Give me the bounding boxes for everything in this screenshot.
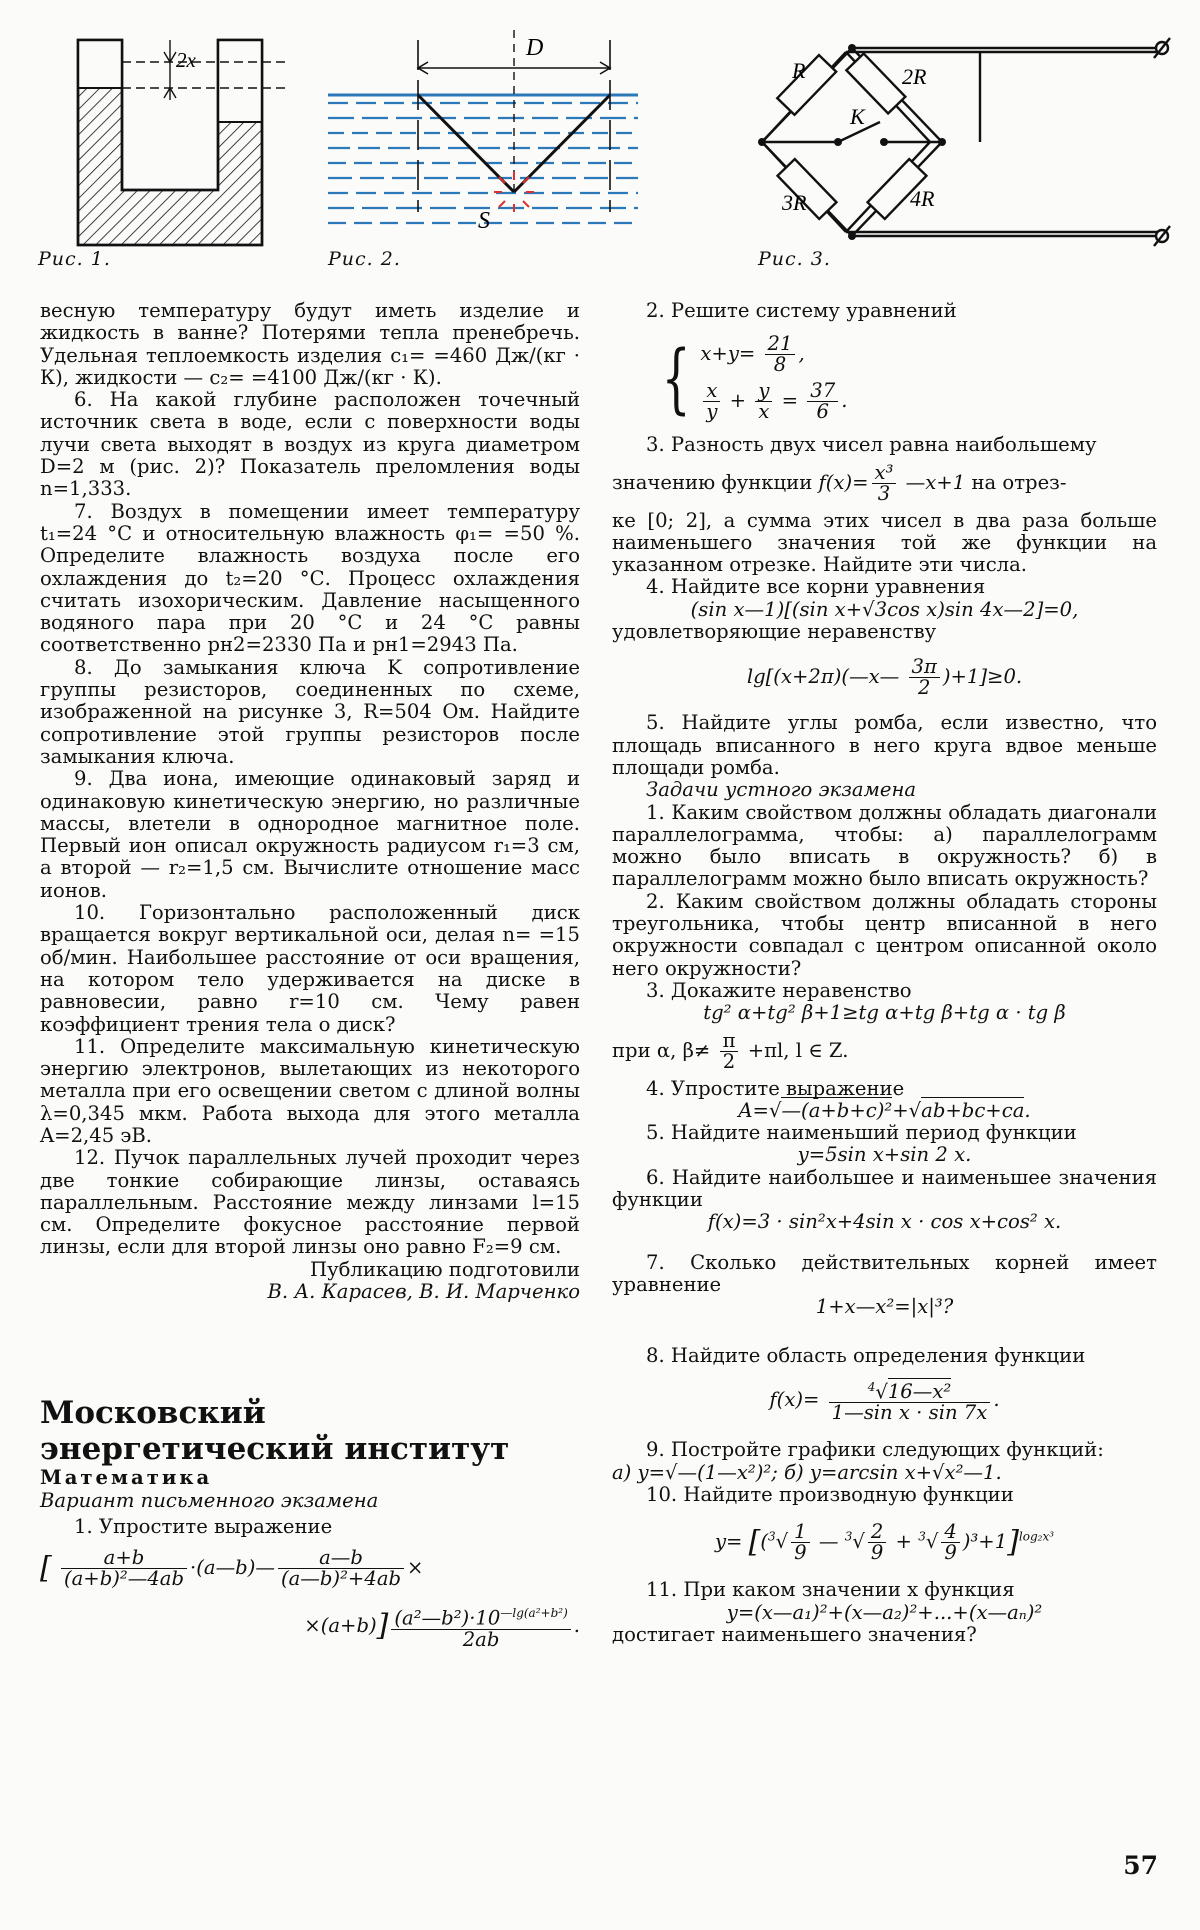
figure-3-label-r: R	[792, 58, 806, 83]
math-problem-4-condition: удовлетворяющие неравенству	[612, 620, 937, 644]
page-number: 57	[1123, 1851, 1158, 1880]
figures-strip	[0, 0, 1200, 280]
oral-problem-11: 11. При каком значении x функция	[646, 1578, 1015, 1602]
right-column	[612, 300, 1157, 1646]
figure-1-label: 2x	[176, 48, 196, 72]
math-problem-3-rest: ке [0; 2], а сумма этих чисел в два раза больше наименьшего значения той же функции на указанном отрезке. Найдите эти числа.	[612, 508, 1157, 577]
oral-problem-9: 9. Постройте графики следующих функций:	[646, 1438, 1104, 1462]
oral-problem-4: 4. Упростите выражение	[646, 1076, 905, 1100]
math-problem-2: 2. Решите систему уравнений	[646, 299, 957, 322]
figure-3-circuit	[752, 0, 1192, 260]
oral-problem-3-inequality: tg² α+tg² β+1≥tg α+tg β+tg α · tg β	[703, 1001, 1066, 1025]
oral-problem-5-equation: y=5sin x+sin 2 x.	[797, 1143, 972, 1167]
oral-problem-3-cond-b: +πl, l ∈ Z.	[747, 1038, 849, 1062]
problem-11: 11. Определите максимальную кинетическую энергию электронов, вылетающих из некоторого металла при его освещении светом с длиной волны λ=0,345 мкм. Работа выхода для этого металла A=2,45 эВ.	[40, 1034, 580, 1147]
section-heading-1: Московский	[40, 1395, 266, 1432]
oral-problem-4-expression: A=√—(a+b+c)²+√ab+bc+ca.	[738, 1098, 1031, 1122]
oral-problem-11-function: y=(x—a₁)²+(x—a₂)²+...+(x—aₙ)²	[726, 1600, 1043, 1624]
problem-8: 8. До замыкания ключа K сопротивление группы резисторов, соединенных по схеме, изображенной на рисунке 3, R=504 Ом. Найдите сопротивление этой группы резисторов после замыкания ключа.	[40, 655, 580, 768]
figure-1-u-vessel	[60, 0, 320, 250]
math-problem-3-line-2: значению функции f(x)= $\frac{\text{x³}}{3}$ —x+1 на отрез-	[612, 460, 1067, 505]
math-problem-4-equation: (sin x—1)[(sin x+√3cos x)sin 4x—2]=0,	[690, 597, 1079, 621]
figure-1-caption: Рис. 1.	[38, 248, 111, 270]
subject-title: Математика	[40, 1466, 213, 1490]
math-problem-4-inequality: lg[(x+2π)(—x— $\frac{3\pi}{2}$ )+1]≥0.	[746, 655, 1023, 700]
oral-problem-7: 7. Сколько действительных корней имеет уравнение	[612, 1250, 1157, 1296]
oral-problem-3: 3. Докажите неравенство	[646, 978, 912, 1002]
math-problem-3-suffix: на отрез-	[971, 470, 1067, 494]
math-problem-4: 4. Найдите все корни уравнения	[646, 575, 986, 599]
oral-problem-2: 2. Каким свойством должны обладать стороны треугольника, чтобы центр вписанной в него окружности совпадал с центром описанной около него окружности?	[612, 889, 1157, 980]
figure-3-label-4r: 4R	[910, 186, 935, 211]
figure-3-caption: Рис. 3.	[758, 248, 831, 270]
figure-3-label-k: K	[850, 104, 865, 129]
oral-problem-11-question: достигает наименьшего значения?	[612, 1622, 977, 1646]
oral-problem-6: 6. Найдите наибольшее и наименьшее значения функции	[612, 1165, 1157, 1212]
oral-exam-title: Задачи устного экзамена	[646, 778, 917, 802]
problem-10: 10. Горизонтально расположенный диск вращается вокруг вертикальной оси, делая n= =15 об/мин. Наибольшее расстояние от оси вращения, на котором тело удерживается на диске в равновесии, равно r=10 см. Чему равен коэффициент трения тела о диск?	[40, 901, 580, 1036]
oral-problem-10: 10. Найдите производную функции	[646, 1482, 1014, 1506]
signature-names: В. А. Карасев, В. И. Марченко	[267, 1280, 580, 1304]
math-problem-1: 1. Упростите выражение	[74, 1514, 333, 1538]
problem-9: 9. Два иона, имеющие одинаковый заряд и одинаковую кинетическую энергию, но различные массы, влетели в однородное магнитное поле. Первый ион описал окружность радиусом r₁=3 см, а второй — r₂=1,5 см. Вычислите отношение масс ионов.	[40, 767, 580, 902]
figure-3-label-2r: 2R	[902, 64, 927, 89]
oral-problem-1: 1. Каким свойством должны обладать диагонали параллелограмма, чтобы: а) параллелограмм можно было вписать в окружность? б) в параллелограмм можно было вписать окружность?	[612, 800, 1157, 891]
oral-problem-3-condition: при α, β≠ $\frac{\pi}{2}$ +πl, l ∈ Z.	[612, 1028, 849, 1073]
problem-5-continuation: весную температуру будут иметь изделие и жидкость в ванне? Потерями тепла пренебречь. Удельная теплоемкость изделия c₁= =460 Дж/(кг · К), жидкости — c₂= =4100 Дж/(кг · К).	[40, 299, 580, 389]
math-problem-1-expression: [ $\frac{a+b}{\text{(a+b)²—4ab}}$ ·(a—b)— $\frac{a—b}{\text{(a—b)²+4ab}}$ ×	[40, 1546, 424, 1591]
math-problem-3-line-1: 3. Разность двух чисел равна наибольшему	[646, 433, 1097, 457]
problem-6: 6. На какой глубине расположен точечный источник света в воде, если с поверхности воды лучи света выходят в воздух из круга диаметром D=2 м (рис. 2)? Показатель преломления воды n=1,333.	[40, 388, 580, 501]
math-problem-3-label: значению функции	[612, 470, 813, 494]
math-problem-5: 5. Найдите углы ромба, если известно, что площадь вписанного в него круга вдвое меньше площади ромба.	[612, 711, 1157, 779]
signature-intro: Публикацию подготовили	[309, 1257, 580, 1281]
figure-2-label-s: S	[478, 208, 490, 234]
oral-problem-8: 8. Найдите область определения функции	[646, 1343, 1086, 1367]
figure-2-label-d: D	[526, 35, 544, 61]
oral-problem-7-equation: 1+x—x²=|x|³?	[815, 1295, 954, 1319]
oral-problem-5: 5. Найдите наименьший период функции	[646, 1121, 1077, 1145]
oral-problem-9-functions: а) y=√—(1—x²)²; б) y=arcsin x+√x²—1.	[612, 1460, 1002, 1484]
system-of-equations: { x+y= $\frac{21}{8}$ , $\frac{x}{y}$ + $\frac{y}{x}$ = $\frac{37}{6}$ .	[661, 332, 848, 424]
problem-7: 7. Воздух в помещении имеет температуру t₁=24 °С и относительную влажность φ₁= =50 %. Определите влажность воздуха после его охлаждения до t₂=20 °С. Процесс охлаждения считать изохорическим. Давление насыщенного водяного пара при 20 °С и 24 °С равны соответственно pн2=2330 Па и pн1=2943 Па.	[40, 499, 580, 657]
figure-2-caption: Рис. 2.	[328, 248, 401, 270]
math-problem-1-expression-cont: ×(a+b)] $\frac{(a^2—b^2)\cdot 10^{—lg(a^2+b^2)}}{2ab}$ .	[40, 1603, 580, 1650]
oral-problem-10-function: y= [($^3$√ $\frac{1}{9}$ — $^3$√ $\frac{2}{9}$ + $^3$√ $\frac{4}{9}$ )³+1]$^{log_2x^3}$	[714, 1520, 1055, 1565]
left-column	[40, 300, 580, 1660]
oral-problem-6-equation: f(x)=3 · sin²x+4sin x · cos x+cos² x.	[707, 1210, 1062, 1234]
section-heading-2: энергетический институт	[40, 1431, 510, 1468]
figure-2-light-source	[318, 0, 648, 240]
problem-12: 12. Пучок параллельных лучей проходит через две тонкие собирающие линзы, оставаясь параллельным. Расстояние между линзами l=15 см. Определите фокусное расстояние первой линзы, если для второй линзы оно равно F₂=9 см.	[40, 1146, 580, 1259]
variant-title: Вариант письменного экзамена	[40, 1488, 379, 1512]
oral-problem-8-function: f(x)= $\frac{^4√16—x^2}{\text{1—sin x · sin 7x}}$ .	[612, 1377, 1157, 1424]
figure-3-label-3r: 3R	[782, 190, 807, 215]
oral-problem-3-cond-a: при α, β≠	[612, 1038, 711, 1062]
